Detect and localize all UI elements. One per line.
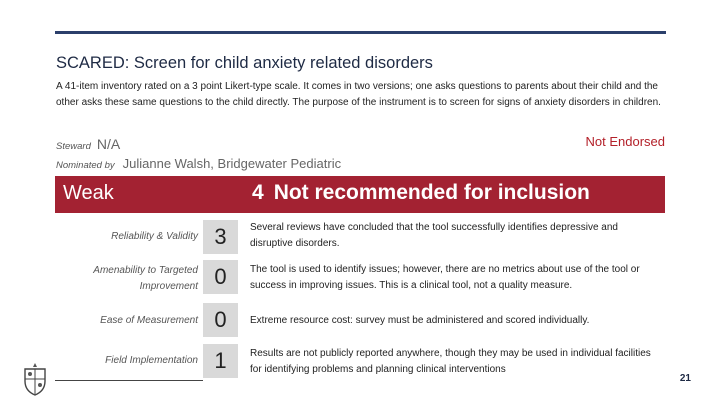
- criterion-score-reliability: 3: [203, 220, 238, 254]
- description: A 41-item inventory rated on a 3 point Likert-type scale. It comes in two versions; one asks questions to parents about their child and the other asks these same questions to the child directly. The purpose of the instrument is to screen for signs of anxiety disorders in children.: [56, 81, 661, 108]
- rating-label: Weak: [63, 182, 114, 204]
- criterion-score-amenability: 0: [203, 260, 238, 294]
- nominated-value: Julianne Walsh, Bridgewater Pediatric: [122, 156, 342, 171]
- criterion-text-ease: Extreme resource cost: survey must be administered and scored individually.: [250, 315, 590, 326]
- criterion-label-field: Field Implementation: [105, 355, 198, 366]
- steward-row: [56, 136, 120, 154]
- endorsement-status: Not Endorsed: [585, 134, 665, 149]
- criterion-score-field: 1: [203, 344, 238, 378]
- crest-icon: [22, 361, 48, 402]
- criterion-text-amenability: The tool is used to identify issues; however, there are no metrics about use of the tool or success in improving issues. This is a clinical tool, not a quality measure.: [250, 264, 640, 291]
- footer-divider: [55, 380, 203, 381]
- summary-bar: [55, 176, 665, 213]
- criterion-label-amenability: Amenability to Targeted Improvement: [93, 265, 198, 292]
- page-title: SCARED: Screen for child anxiety related disorders: [56, 54, 433, 72]
- criterion-text-reliability: Several reviews have concluded that the tool successfully identifies depressive and disruptive disorders.: [250, 222, 618, 249]
- steward-label: Steward: [56, 141, 91, 152]
- top-divider: [55, 31, 666, 34]
- verdict-row: [252, 181, 590, 205]
- steward-value: N/A: [96, 136, 121, 152]
- criterion-text-field: Results are not publicly reported anywhere, though they may be used in individual facilities for identifying problems and planning clinical interventions: [250, 348, 651, 375]
- criterion-label-ease: Ease of Measurement: [100, 315, 198, 326]
- criterion-score-ease: 0: [203, 303, 238, 337]
- criterion-label-reliability: Reliability & Validity: [111, 231, 198, 242]
- total-score: 4: [252, 181, 264, 204]
- page-number: 21: [679, 373, 691, 384]
- nominated-label: Nominated by: [56, 160, 115, 171]
- verdict-text: Not recommended for inclusion: [273, 181, 590, 204]
- nominated-row: [56, 155, 341, 173]
